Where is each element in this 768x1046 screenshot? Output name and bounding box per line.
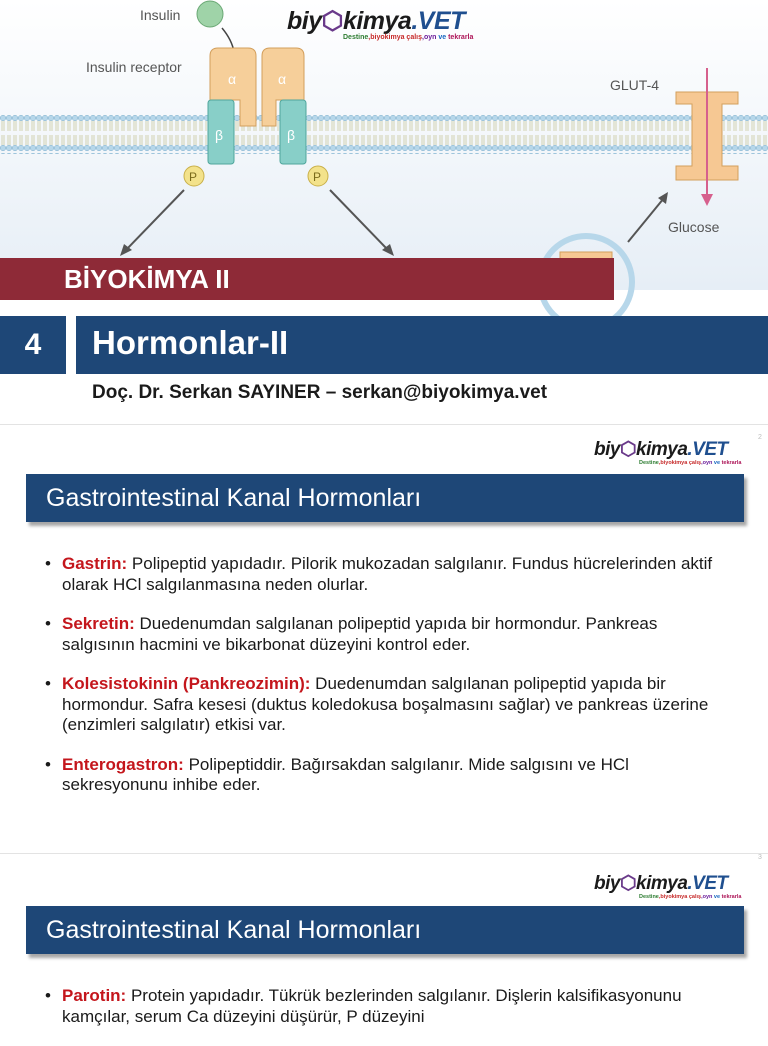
insulin-molecule [197, 1, 223, 27]
hexagon-icon: ⬡ [321, 7, 343, 35]
svg-text:β: β [215, 127, 224, 143]
receptor-label: Insulin receptor [86, 59, 182, 75]
lecture-number: 4 [0, 316, 66, 374]
page-number: 2 [758, 434, 762, 441]
logo-tagline: Destine,biyokimya çalış,oyn ve tekrarla [639, 894, 742, 900]
cell-membrane [0, 114, 768, 154]
section-header: Gastrointestinal Kanal Hormonları [46, 916, 422, 944]
biyokimya-logo: biy ⬡ kimya .VET Destine,biyokimya çalış,oyn ve tekrarla [594, 439, 742, 466]
course-title: BİYOKİMYA II [64, 264, 230, 294]
title-slide [0, 0, 768, 420]
logo-tagline: Destine,biyokimya çalış,oyn ve tekrarla [343, 34, 474, 41]
svg-text:P: P [313, 170, 322, 184]
logo-tagline: Destine,biyokimya çalış,oyn ve tekrarla [639, 460, 742, 466]
page-number: 3 [758, 854, 762, 861]
lecture-title: Hormonlar-II [92, 324, 289, 361]
insulin-signaling-diagram [0, 0, 768, 290]
bullet-list [45, 986, 725, 1046]
biyokimya-logo: biy ⬡ kimya .VET Destine,biyokimya çalış,oyn ve tekrarla [287, 7, 474, 41]
slide-divider [0, 424, 768, 425]
list-item: • Enterogastron: Polipeptiddir. Bağırsakdan salgılanır. Mide salgısını ve HCl sekresyonunu inhibe eder. [45, 754, 629, 794]
list-item: • Parotin: Protein yapıdadır. Tükrük bezlerinden salgılanır. Dişlerin kalsifikasyonunu kamçılar, serum Ca düzeyini düşürür, P düzeyini [45, 986, 682, 1026]
slide-2 [0, 428, 768, 848]
biyokimya-logo: biy ⬡ kimya .VET Destine,biyokimya çalış,oyn ve tekrarla [594, 873, 742, 900]
list-item: • Kolesistokinin (Pankreozimin): Duedenumdan salgılanan polipeptid yapıda bir hormondur. Safra kesesi (duktus koledokusa boşalmasını sağlar) ve pankreas üzerine (enzimleri salgılatır) etkisi var. [45, 674, 709, 734]
section-header: Gastrointestinal Kanal Hormonları [46, 484, 422, 512]
slide-3 [0, 854, 768, 1026]
svg-text:β: β [287, 127, 296, 143]
glucose-label: Glucose [668, 219, 720, 235]
svg-text:α: α [228, 71, 237, 87]
hexagon-icon: ⬡ [619, 873, 637, 894]
bullet-list [45, 554, 725, 815]
list-item: • Gastrin: Polipeptid yapıdadır. Pilorik mukozadan salgılanır. Fundus hücrelerinden aktif olarak HCl salgılanmasına neden olurlar. [45, 554, 713, 594]
slide-divider [0, 853, 768, 854]
glut4-label: GLUT-4 [610, 77, 660, 93]
author-line: Doç. Dr. Serkan SAYINER – serkan@biyokimya.vet [92, 382, 548, 403]
svg-text:α: α [278, 71, 287, 87]
svg-text:P: P [189, 170, 198, 184]
insulin-label: Insulin [140, 7, 181, 23]
list-item: • Sekretin: Duedenumdan salgılanan polipeptid yapıda bir hormondur. Pankreas salgısının hacmini ve bikarbonat düzeyini kontrol eder. [45, 614, 658, 654]
hexagon-icon: ⬡ [619, 439, 637, 460]
